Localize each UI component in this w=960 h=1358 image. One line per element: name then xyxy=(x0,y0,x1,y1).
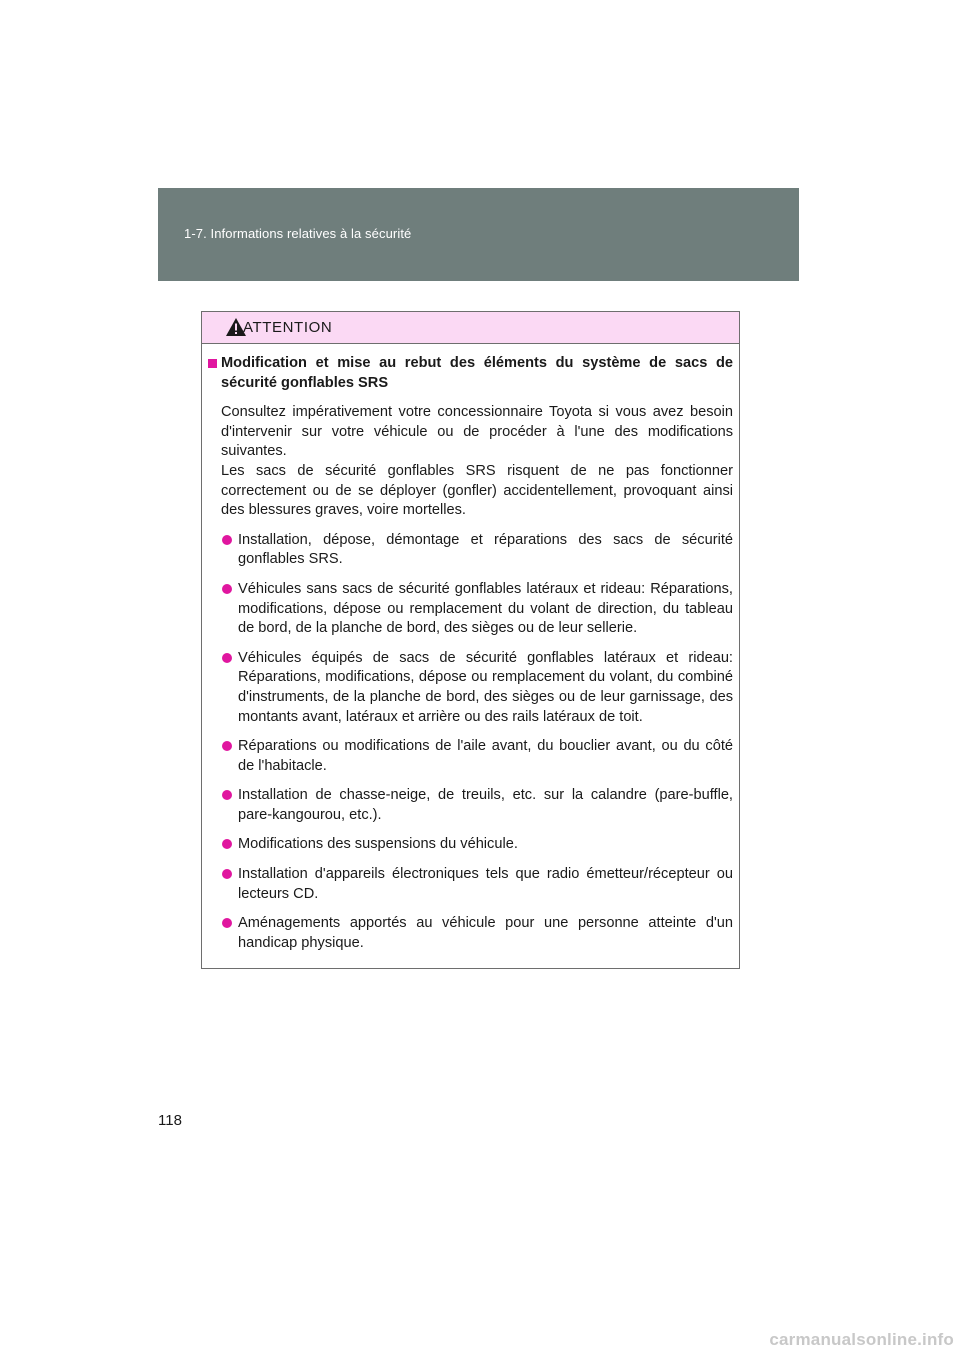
attention-callout xyxy=(201,311,740,969)
list-item xyxy=(208,531,733,570)
list-item xyxy=(208,914,733,953)
section-header-band xyxy=(158,188,799,281)
modification-list xyxy=(208,531,733,954)
list-item-text: Réparations ou modifications de l'aile avant, du bouclier avant, ou du côté de l'habitacle. xyxy=(238,738,733,774)
bullet-dot-icon xyxy=(222,918,232,928)
callout-label: ATTENTION xyxy=(243,319,333,336)
square-bullet-icon xyxy=(208,359,217,368)
callout-section-heading xyxy=(208,354,733,393)
list-item xyxy=(208,737,733,776)
list-item-text: Installation de chasse-neige, de treuils, etc. sur la calandre (pare-buffle, pare-kangourou, etc.). xyxy=(238,787,733,823)
bullet-dot-icon xyxy=(222,535,232,545)
callout-intro-line-2: Les sacs de sécurité gonflables SRS risquent de ne pas fonctionner correctement ou de se déployer (gonfler) accidentellement, provoquant ainsi des blessures graves, voire mortelles. xyxy=(221,462,733,519)
list-item-text: Installation, dépose, démontage et réparations des sacs de sécurité gonflables SRS. xyxy=(238,531,733,568)
list-item xyxy=(208,835,733,855)
bullet-dot-icon xyxy=(222,741,232,751)
list-item xyxy=(208,580,733,639)
bullet-dot-icon xyxy=(222,653,232,663)
list-item-text: Aménagements apportés au véhicule pour une personne atteinte d'un handicap physique. xyxy=(238,915,733,951)
list-item-text: Véhicules sans sacs de sécurité gonflables latéraux et rideau: Réparations, modifications, dépose ou remplacement du volant de direction, du tableau de bord, de la planche de bord, des sièges ou de leur sellerie. xyxy=(238,580,733,637)
watermark: carmanualsonline.info xyxy=(769,1330,954,1349)
bullet-dot-icon xyxy=(222,790,232,800)
page-number: 118 xyxy=(158,1112,182,1129)
list-item-text: Modifications des suspensions du véhicule. xyxy=(238,836,518,853)
bullet-dot-icon xyxy=(222,869,232,879)
section-title: 1-7. Informations relatives à la sécurité xyxy=(184,226,412,241)
list-item xyxy=(208,649,733,727)
bullet-dot-icon xyxy=(222,584,232,594)
list-item xyxy=(208,786,733,825)
list-item-text: Installation d'appareils électroniques tels que radio émetteur/récepteur ou lecteurs CD. xyxy=(238,866,733,902)
callout-body xyxy=(202,344,739,953)
bullet-dot-icon xyxy=(222,839,232,849)
callout-section-title: Modification et mise au rebut des éléments du système de sacs de sécurité gonflables SRS xyxy=(221,355,733,391)
list-item-text: Véhicules équipés de sacs de sécurité gonflables latéraux et rideau: Réparations, modifications, dépose ou remplacement du volant, du combiné d'instruments, de la planche de bord, des sièges ou de leur garnissage, des montants avant, latéraux et arrière ou des rails latéraux de toit. xyxy=(238,649,733,725)
callout-intro xyxy=(221,403,733,521)
callout-intro-line-1: Consultez impérativement votre concessionnaire Toyota si vous avez besoin d'intervenir sur votre véhicule ou de procéder à l'une des modifications suivantes. xyxy=(221,404,733,460)
callout-header xyxy=(202,312,739,344)
list-item xyxy=(208,865,733,904)
